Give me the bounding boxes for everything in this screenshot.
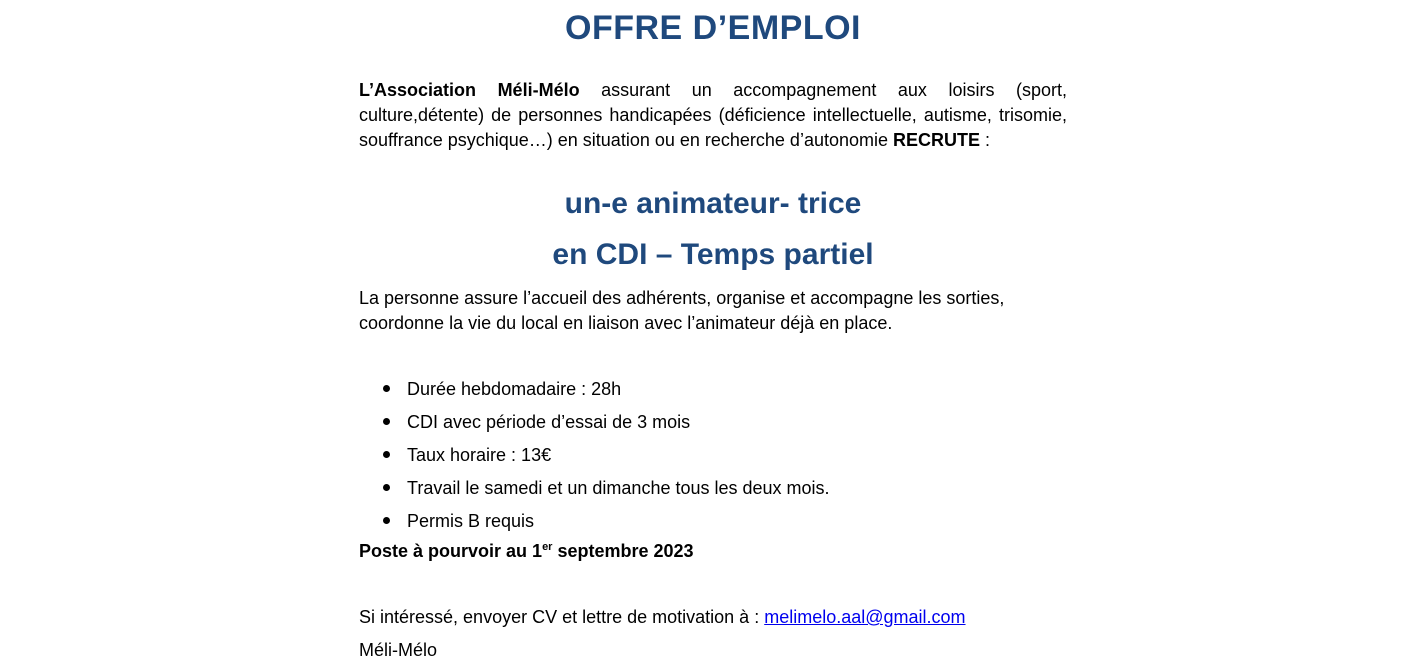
organization-name: L’Association Méli-Mélo — [359, 80, 580, 100]
condition-text: Travail le samedi et un dimanche tous les deux mois. — [407, 478, 830, 498]
bullet-icon — [383, 385, 390, 392]
recrute-label: RECRUTE — [893, 130, 981, 150]
contract-type: en CDI – Temps partiel — [552, 238, 874, 271]
bullet-icon — [383, 451, 390, 458]
start-date — [359, 541, 694, 562]
condition-text: Permis B requis — [407, 511, 535, 531]
list-item — [359, 409, 1067, 442]
start-date-suffix: septembre 2023 — [552, 541, 694, 561]
intro-text: assurant un accompagnement aux loisirs (sport, culture,détente) de personnes handicapées (déficience intellectuelle, autisme, trisomie, souffrance psychique…) en situation ou en recherche d’autonomie — [359, 80, 1068, 150]
start-date-superscript: er — [542, 541, 553, 553]
bullet-icon — [383, 418, 390, 425]
condition-text: Durée hebdomadaire : 28h — [407, 379, 622, 399]
page-title: OFFRE D’EMPLOI — [565, 9, 861, 47]
position-title: un-e animateur- trice — [564, 187, 862, 220]
start-date-prefix: Poste à pourvoir au 1 — [359, 541, 543, 561]
bullet-icon — [383, 484, 390, 491]
intro-paragraph — [359, 78, 1067, 153]
signature: Méli-Mélo — [359, 640, 438, 660]
bullet-icon — [383, 517, 390, 524]
email-link[interactable]: melimelo.aal@gmail.com — [764, 607, 966, 627]
contact-text: Si intéressé, envoyer CV et lettre de motivation à : — [359, 607, 765, 627]
list-item — [359, 475, 1067, 508]
list-item — [359, 508, 1067, 541]
contact-line — [359, 607, 966, 628]
condition-text: CDI avec période d’essai de 3 mois — [407, 412, 691, 432]
job-description: La personne assure l’accueil des adhérents, organise et accompagne les sorties, coordonne la vie du local en liaison avec l’animateur déjà en place. — [359, 288, 1005, 333]
conditions-list — [359, 376, 1067, 541]
list-item — [359, 376, 1067, 409]
condition-text: Taux horaire : 13€ — [407, 445, 552, 465]
list-item — [359, 442, 1067, 475]
intro-colon: : — [980, 130, 991, 150]
